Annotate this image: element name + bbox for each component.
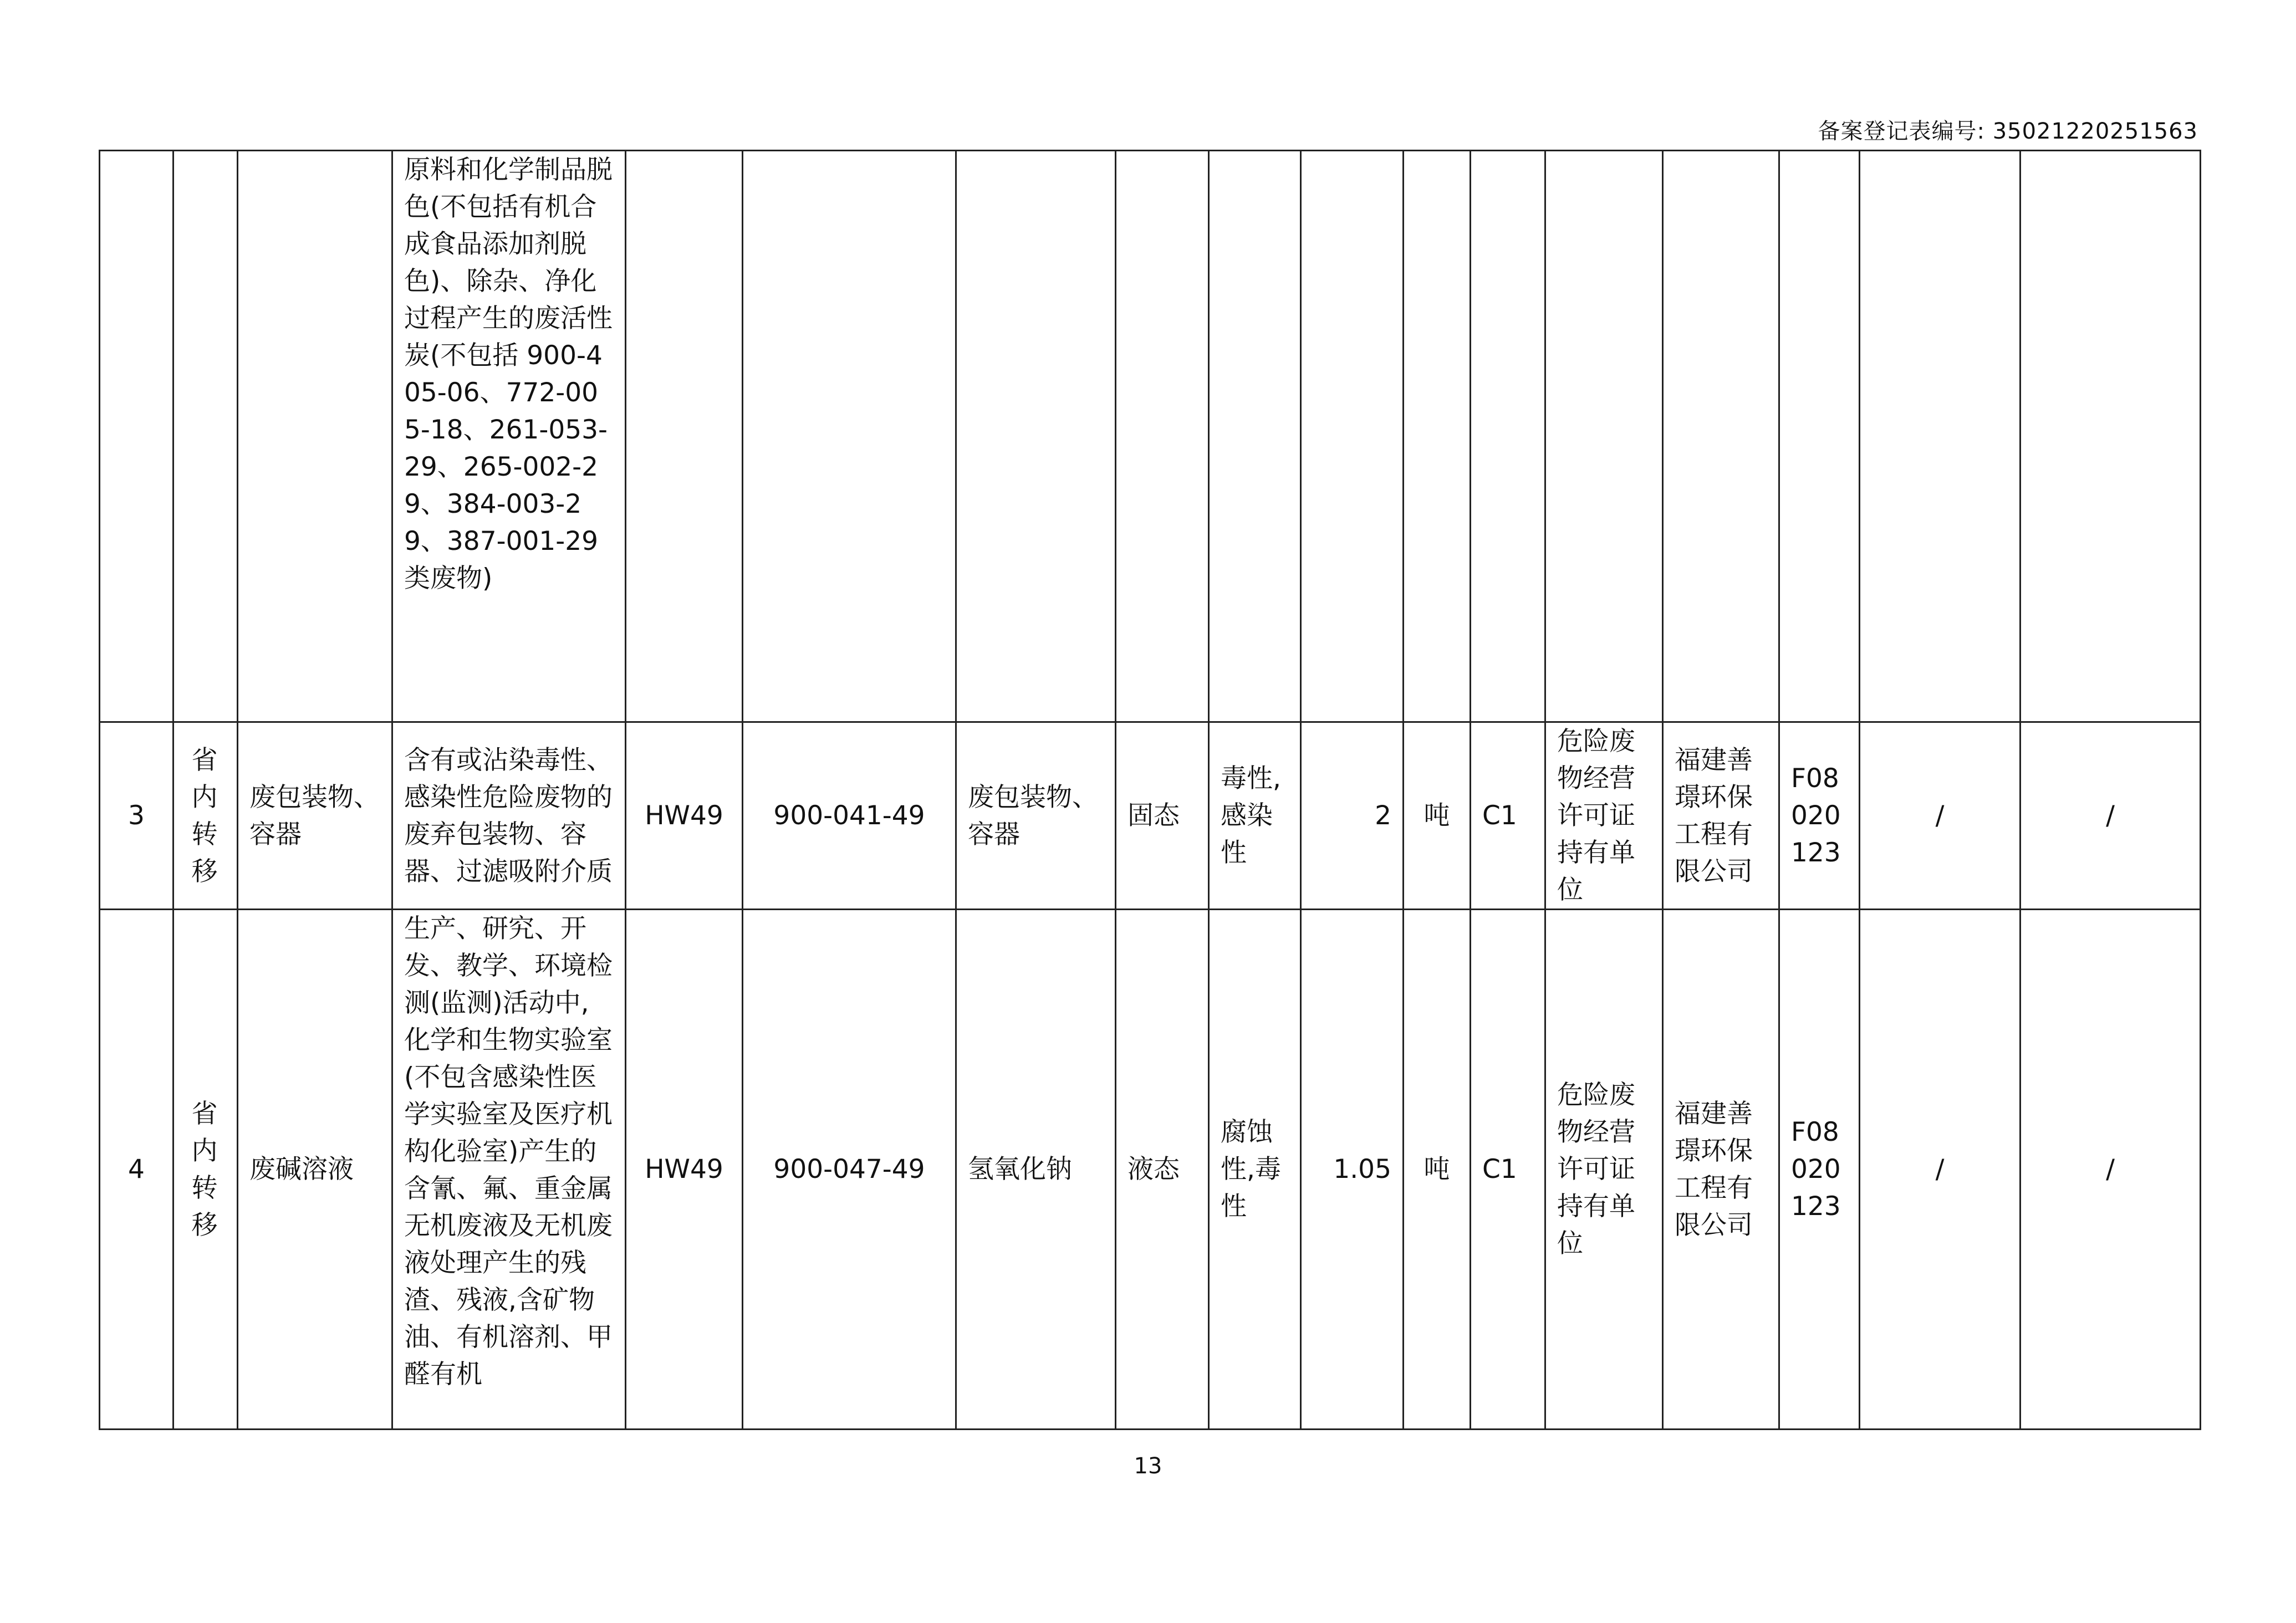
unit-cell: 吨 bbox=[1404, 910, 1471, 1430]
disposal-method-cell: C1 bbox=[1471, 910, 1545, 1430]
table-row bbox=[100, 151, 2201, 722]
hazardous-waste-table bbox=[99, 150, 2201, 1430]
extra-cell-2: / bbox=[2021, 910, 2201, 1430]
waste-name-cell bbox=[238, 151, 392, 722]
transfer-type-cell bbox=[174, 151, 238, 722]
hazard-cell: 腐蚀性,毒性 bbox=[1209, 910, 1301, 1430]
row-number-cell: 4 bbox=[100, 910, 174, 1430]
amount-cell: 2 bbox=[1301, 722, 1404, 910]
receiver-type-cell: 危险废物经营许可证持有单位 bbox=[1545, 722, 1663, 910]
unit-cell: 吨 bbox=[1404, 722, 1471, 910]
waste-name-cell: 废碱溶液 bbox=[238, 910, 392, 1430]
waste-category-cell: HW49 bbox=[626, 910, 743, 1430]
registration-header bbox=[1818, 114, 2198, 145]
disposal-method-cell bbox=[1471, 151, 1545, 722]
page-number: 13 bbox=[1134, 1453, 1162, 1479]
waste-category-cell bbox=[626, 151, 743, 722]
receiver-name-cell: 福建善璟环保工程有限公司 bbox=[1663, 910, 1779, 1430]
amount-cell: 1.05 bbox=[1301, 910, 1404, 1430]
license-number-cell: F08020123 bbox=[1779, 722, 1860, 910]
waste-description-cell: 生产、研究、开发、教学、环境检测(监测)活动中,化学和生物实验室(不包含感染性医学实验室及医疗机构化验室)产生的含氰、氟、重金属无机废液及无机废液处理产生的残渣、残液,含矿物油、有机溶剂、甲醛有机 bbox=[392, 910, 626, 1430]
extra-cell-2: / bbox=[2021, 722, 2201, 910]
disposal-method-cell: C1 bbox=[1471, 722, 1545, 910]
receiver-name-cell bbox=[1663, 151, 1779, 722]
row-number-cell: 3 bbox=[100, 722, 174, 910]
main-component-cell: 废包装物、容器 bbox=[956, 722, 1116, 910]
receiver-type-cell bbox=[1545, 151, 1663, 722]
registration-number: 35021220251563 bbox=[1992, 119, 2198, 144]
receiver-type-cell: 危险废物经营许可证持有单位 bbox=[1545, 910, 1663, 1430]
extra-cell-1: / bbox=[1860, 910, 2021, 1430]
waste-category-cell: HW49 bbox=[626, 722, 743, 910]
unit-cell bbox=[1404, 151, 1471, 722]
license-number-cell bbox=[1779, 151, 1860, 722]
extra-cell-2 bbox=[2021, 151, 2201, 722]
table-row bbox=[100, 910, 2201, 1430]
license-number-cell: F08020123 bbox=[1779, 910, 1860, 1430]
waste-description-cell: 含有或沾染毒性、感染性危险废物的废弃包装物、容器、过滤吸附介质 bbox=[392, 722, 626, 910]
main-component-cell: 氢氧化钠 bbox=[956, 910, 1116, 1430]
main-component-cell bbox=[956, 151, 1116, 722]
amount-cell bbox=[1301, 151, 1404, 722]
receiver-name-cell: 福建善璟环保工程有限公司 bbox=[1663, 722, 1779, 910]
extra-cell-1 bbox=[1860, 151, 2021, 722]
extra-cell-1: / bbox=[1860, 722, 2021, 910]
waste-description-cell: 原料和化学制品脱色(不包括有机合成食品添加剂脱色)、除杂、净化过程产生的废活性炭(不包括 900-405-06、772-005-18、261-053-29、265-002-29、384-003-29、387-001-29 类废物) bbox=[392, 151, 626, 722]
waste-code-cell: 900-047-49 bbox=[743, 910, 956, 1430]
hazard-cell: 毒性,感染性 bbox=[1209, 722, 1301, 910]
transfer-type-cell: 省内转移 bbox=[191, 744, 218, 887]
registration-label: 备案登记表编号: bbox=[1818, 119, 1985, 144]
row-number-cell bbox=[100, 151, 174, 722]
physical-form-cell bbox=[1116, 151, 1209, 722]
physical-form-cell: 固态 bbox=[1116, 722, 1209, 910]
physical-form-cell: 液态 bbox=[1116, 910, 1209, 1430]
waste-code-cell bbox=[743, 151, 956, 722]
transfer-type-cell: 省内转移 bbox=[191, 1098, 218, 1241]
table-row bbox=[100, 722, 2201, 910]
hazard-cell bbox=[1209, 151, 1301, 722]
waste-name-cell: 废包装物、容器 bbox=[238, 722, 392, 910]
waste-code-cell: 900-041-49 bbox=[743, 722, 956, 910]
